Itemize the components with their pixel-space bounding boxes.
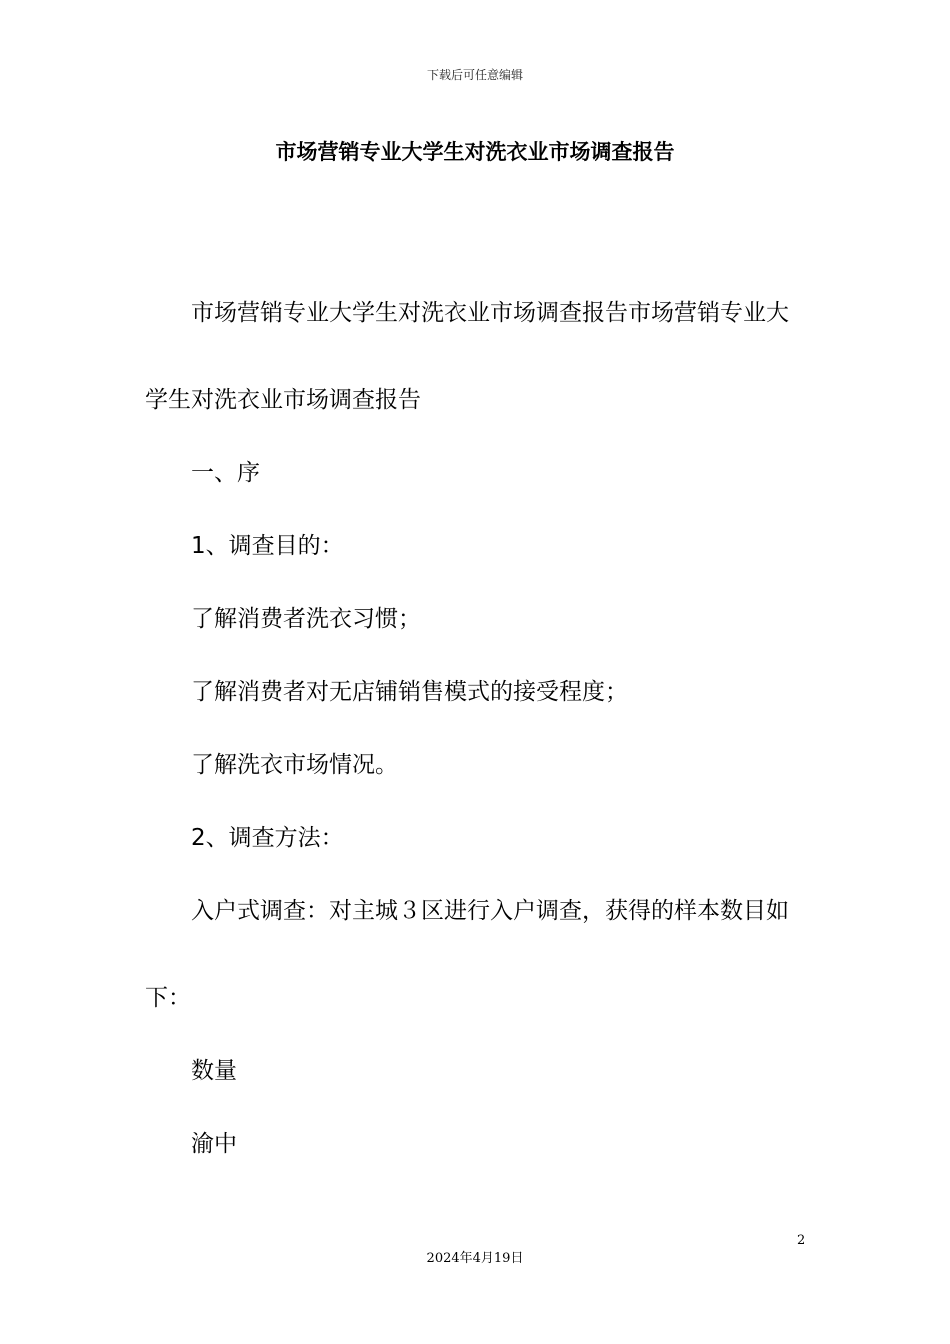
header-note: 下载后可任意编辑 <box>426 68 523 82</box>
body-line: 入户式调查：对主城３区进行入户调查，获得的样本数目如 <box>191 898 789 924</box>
subsection-heading: 1、调查目的： <box>191 533 344 559</box>
subsection-heading: 2、调查方法： <box>191 825 344 851</box>
body-line: 学生对洗衣业市场调查报告 <box>145 387 421 413</box>
footer-date: 2024年4月19日 <box>426 1251 524 1266</box>
body-line: 下： <box>145 985 191 1011</box>
body-line: 了解消费者洗衣习惯； <box>191 606 421 632</box>
document-title: 市场营销专业大学生对洗衣业市场调查报告 <box>275 140 675 164</box>
body-line: 渝中 <box>191 1131 237 1157</box>
body-line: 了解洗衣市场情况。 <box>191 752 398 778</box>
body-line: 了解消费者对无店铺销售模式的接受程度； <box>191 679 628 705</box>
body-line: 市场营销专业大学生对洗衣业市场调查报告市场营销专业大 <box>191 300 789 326</box>
page-number: 2 <box>797 1233 806 1248</box>
section-heading: 一、序 <box>191 460 260 486</box>
body-line: 数量 <box>191 1058 237 1084</box>
